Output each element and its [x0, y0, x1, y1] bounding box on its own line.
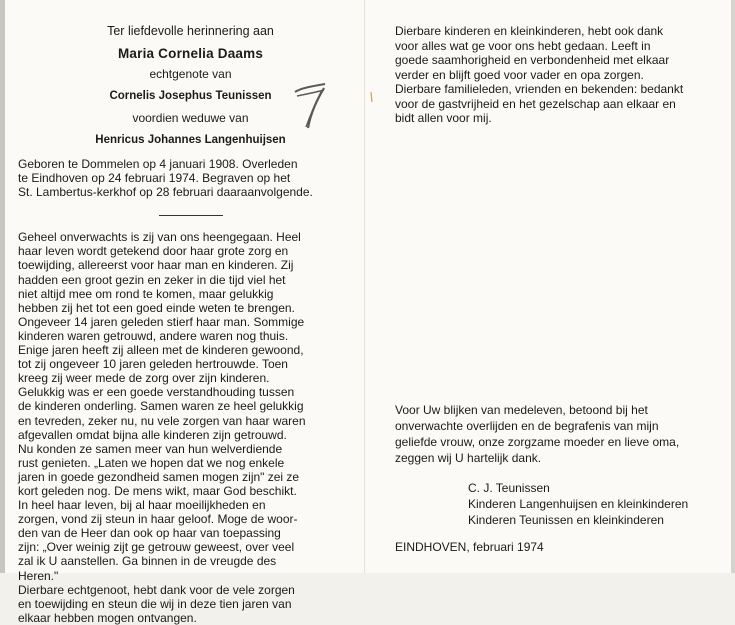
thanks-line: onverwachte overlijden en de begrafenis van mijn [395, 419, 659, 433]
story-line: kreeg zij weer mede de zorg over zijn kinderen. [18, 371, 270, 386]
intro-line: Ter liefdevolle herinnering aan [107, 24, 274, 38]
thanks-line: zeggen wij U hartelijk dank. [395, 451, 542, 465]
signer-line: Kinderen Teunissen en kleinkinderen [468, 513, 664, 527]
story-line: Ongeveer 14 jaren geleden stierf haar man. Sommige [18, 314, 305, 329]
spouse-name: Cornelis Josephus Teunissen [109, 90, 272, 102]
story-line: zorgen, vond zij steun in haar geloof. Moge de woor- [18, 512, 298, 527]
section-divider [159, 215, 223, 216]
pen-tick-mark [367, 91, 375, 103]
story-line: afgevallen omdat bijna alle kinderen zijn getrouwd. [18, 427, 287, 442]
paragraph-line: verder en blijft goed voor vader en opa zorgen. [395, 67, 644, 82]
card-fold [364, 0, 365, 573]
dates-line: Geboren te Dommelen op 4 januari 1908. Overleden [18, 157, 298, 171]
story-line: niet altijd mee om rond te komen, maar gelukkig [18, 286, 274, 301]
story-line: Dierbare echtgenoot, hebt dank voor de vele zorgen [18, 582, 295, 597]
story-line: hebben zij het tot een goed einde weten te brengen. [18, 300, 295, 315]
widow-intro: voordien weduwe van [132, 111, 249, 125]
right-page-top [395, 24, 721, 126]
signers-block [468, 480, 688, 528]
story-line: rust genieten. „Laten we hopen dat we nog enkele [18, 455, 285, 470]
story-line: de kinderen onderling. Samen waren ze heel gelukkig [18, 399, 304, 414]
first-husband-name: Henricus Johannes Langenhuijsen [95, 134, 286, 146]
story-line: Gelukkig was er een goede verstandhouding tussen [18, 385, 295, 400]
dates-line: St. Lambertus-kerkhof op 28 februari daaraanvolgende. [18, 185, 313, 200]
story-line: hadden een groot gezin en zeker in die tijd viel het [18, 272, 286, 287]
paragraph-line: goede saamhorigheid en verbondenheid met elkaar [395, 53, 670, 67]
story-line: zijn: „Over weinig zijt ge getrouw geweest, over veel [18, 540, 295, 555]
story-line: kort geleden nog. De mens wikt, maar God beschikt. [18, 483, 297, 498]
story-line: kinderen waren getrouwd, andere waren nog thuis. [18, 328, 289, 343]
story-line: tot zij ongeveer 10 jaren geleden hertrouwde. Toen [18, 357, 288, 372]
story-line: zal ik U aanstellen. Ga binnen in de vreugde des [18, 554, 277, 569]
deceased-name: Maria Cornelia Daams [117, 46, 264, 61]
dates-paragraph [18, 157, 363, 199]
story-line: Enige jaren heeft zij alleen met de kinderen gewoond, [18, 343, 304, 358]
thanks-paragraph [395, 402, 721, 466]
paragraph-line: bidt allen voor mij. [395, 111, 492, 125]
story-line: haar leven wordt getekend door haar grote zorg en [18, 244, 289, 259]
thanks-line: Voor Uw blijken van medeleven, betoond bij het [395, 403, 648, 417]
story-line: Heren." [18, 568, 59, 583]
paragraph-line: voor alles wat ge voor ons hebt gedaan. Leeft in [395, 38, 651, 53]
handwritten-seven-mark [291, 82, 331, 130]
scan-edge-left [0, 0, 5, 573]
story-line: Nu konden ze samen meer van hun welverdiende [18, 441, 283, 456]
signer-line: Kinderen Langenhuijsen en kleinkinderen [468, 497, 689, 511]
story-line: den van de Heer dan ook op haar van toepassing [18, 526, 281, 541]
scan-edge-right [731, 0, 735, 573]
paragraph-line: Dierbare familieleden, vrienden en bekenden: bedankt [395, 82, 684, 96]
family-address-paragraph [395, 24, 721, 126]
story-line: Geheel onverwachts is zij van ons heengegaan. Heel [18, 230, 301, 245]
story-line: en toewijding en steun die wij in deze tien jaren van [18, 596, 292, 611]
dates-line: te Eindhoven op 24 februari 1974. Begraven op het [18, 171, 291, 186]
story-line: en tevreden, zeker nu, nu vele zorgen van haar waren [18, 413, 306, 428]
story-line: elkaar hebben mogen ontvangen. [18, 610, 197, 625]
place-date: EINDHOVEN, februari 1974 [395, 540, 544, 554]
story-line: toewijding, allereerst voor haar man en kinderen. Zij [18, 258, 294, 273]
paragraph-line: Dierbare kinderen en kleinkinderen, hebt ook dank [395, 24, 664, 38]
paragraph-line: voor de gastvrijheid en het gezelschap aan elkaar en [395, 96, 676, 111]
spouse-intro: echtgenote van [149, 67, 232, 81]
story-line: jaren in goede gezondheid samen mogen zijn" zei ze [18, 469, 300, 484]
story-line: In heel haar leven, bij al haar moeilijkheden en [18, 498, 266, 513]
signer-line: C. J. Teunissen [468, 481, 550, 495]
thanks-line: geliefde vrouw, onze zorgzame moeder en lieve oma, [395, 435, 680, 449]
life-story-paragraph [18, 230, 363, 625]
